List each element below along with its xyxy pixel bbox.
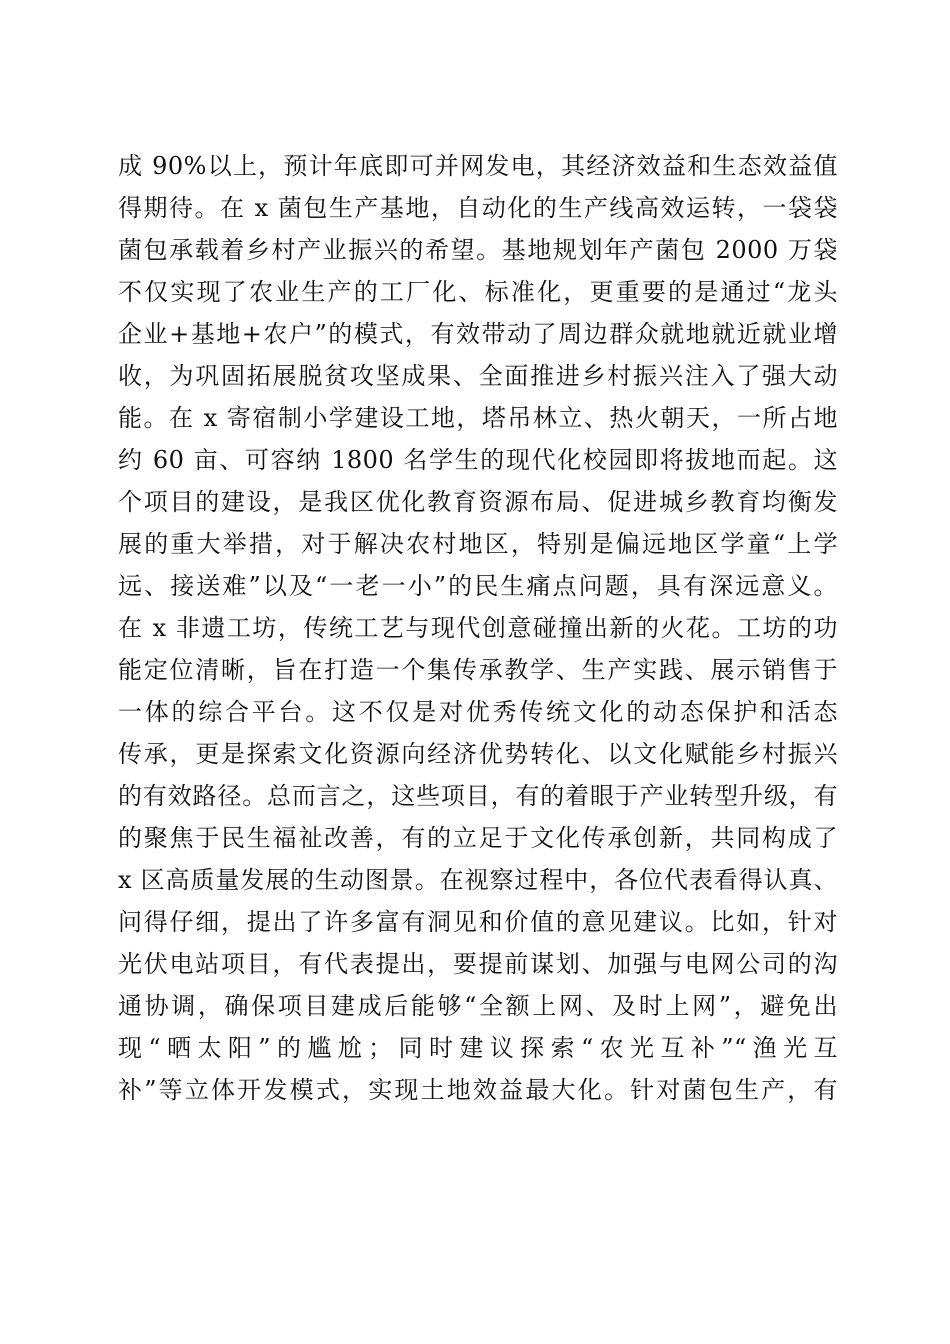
text-line: 得期待。在 x 菌包生产基地，自动化的生产线高效运转，一袋袋	[118, 194, 838, 222]
text-line: 成 90%以上，预计年底即可并网发电，其经济效益和生态效益值	[118, 152, 838, 180]
text-line: 光伏电站项目，有代表提出，要提前谋划、加强与电网公司的沟	[118, 950, 838, 978]
text-line: 能定位清晰，旨在打造一个集传承教学、生产实践、展示销售于	[118, 656, 838, 684]
text-line: 企业+基地+农户”的模式，有效带动了周边群众就地就近就业增	[118, 320, 838, 348]
document-body	[118, 145, 838, 1111]
text-line: 能。在 x 寄宿制小学建设工地，塔吊林立、热火朝天，一所占地	[118, 404, 838, 432]
text-line: 补”等立体开发模式，实现土地效益最大化。针对菌包生产，有	[118, 1076, 838, 1104]
text-line: 一体的综合平台。这不仅是对优秀传统文化的动态保护和活态	[118, 698, 838, 726]
text-line: 在 x 非遗工坊，传统工艺与现代创意碰撞出新的火花。工坊的功	[118, 614, 838, 642]
text-line: 的有效路径。总而言之，这些项目，有的着眼于产业转型升级，有	[118, 782, 838, 810]
text-line: 现“晒太阳”的尴尬；同时建议探索“农光互补”“渔光互	[118, 1034, 838, 1062]
text-line: 约 60 亩、可容纳 1800 名学生的现代化校园即将拔地而起。这	[118, 446, 838, 474]
text-line: 传承，更是探索文化资源向经济优势转化、以文化赋能乡村振兴	[118, 740, 838, 768]
text-line: 不仅实现了农业生产的工厂化、标准化，更重要的是通过“龙头	[118, 278, 838, 306]
text-line: 展的重大举措，对于解决农村地区，特别是偏远地区学童“上学	[118, 530, 838, 558]
text-line: 个项目的建设，是我区优化教育资源布局、促进城乡教育均衡发	[118, 488, 838, 516]
text-line: 远、接送难”以及“一老一小”的民生痛点问题，具有深远意义。	[118, 572, 838, 600]
text-line: 菌包承载着乡村产业振兴的希望。基地规划年产菌包 2000 万袋	[118, 236, 838, 264]
text-line: 通协调，确保项目建成后能够“全额上网、及时上网”，避免出	[118, 992, 838, 1020]
text-line: 收，为巩固拓展脱贫攻坚成果、全面推进乡村振兴注入了强大动	[118, 362, 838, 390]
text-line: 的聚焦于民生福祉改善，有的立足于文化传承创新，共同构成了	[118, 824, 838, 852]
text-line: x 区高质量发展的生动图景。在视察过程中，各位代表看得认真、	[118, 866, 838, 894]
text-line: 问得仔细，提出了许多富有洞见和价值的意见建议。比如，针对	[118, 908, 838, 936]
